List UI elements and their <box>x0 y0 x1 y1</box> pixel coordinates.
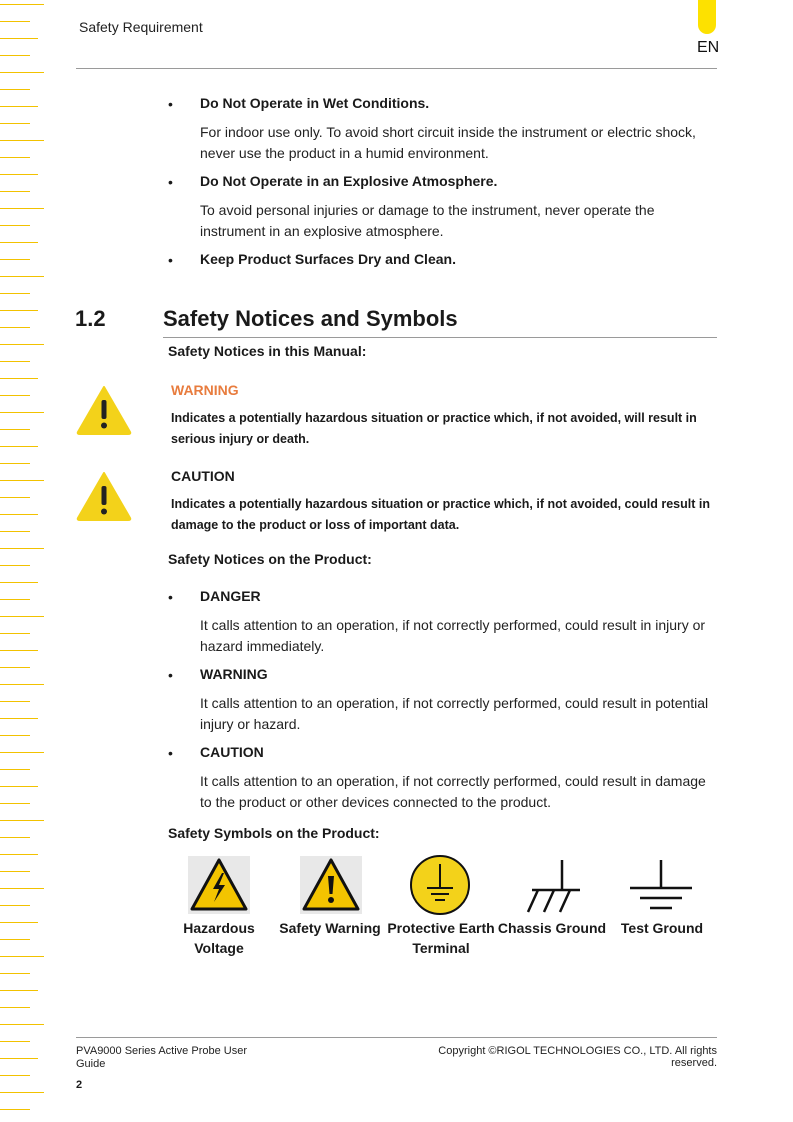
warning-title: WARNING <box>200 666 268 682</box>
section-number: 1.2 <box>75 306 106 331</box>
edge-line <box>0 446 38 447</box>
warning-description: Indicates a potentially hazardous situation or practice which, if not avoided, will result in serious injury or death. <box>171 411 697 446</box>
edge-line <box>0 480 44 481</box>
footer-doc-title: PVA9000 Series Active Probe User Guide <box>76 1045 247 1070</box>
edge-line <box>0 837 30 838</box>
edge-line <box>0 752 44 753</box>
danger-text: It calls attention to an operation, if not correctly performed, could result in injury or hazard immediately. <box>200 617 706 654</box>
edge-line <box>0 939 30 940</box>
warning-triangle-icon <box>76 384 132 436</box>
edge-line <box>0 565 30 566</box>
edge-line <box>0 497 30 498</box>
edge-line <box>0 344 44 345</box>
edge-line <box>0 514 38 515</box>
symbol-label-safety-warning: Safety Warning <box>279 920 381 936</box>
manual-notices-heading: Safety Notices in this Manual: <box>168 343 367 359</box>
edge-line <box>0 905 30 906</box>
edge-line <box>0 1024 44 1025</box>
edge-line <box>0 327 30 328</box>
edge-line <box>0 89 30 90</box>
edge-line <box>0 973 30 974</box>
edge-line <box>0 106 38 107</box>
edge-line <box>0 684 44 685</box>
edge-line <box>0 718 38 719</box>
section-rule <box>163 337 717 338</box>
running-header: Safety Requirement <box>79 19 203 35</box>
language-tab <box>698 0 716 34</box>
edge-line <box>0 820 44 821</box>
edge-line <box>0 72 44 73</box>
caution-title: CAUTION <box>200 744 264 760</box>
edge-line <box>0 888 44 889</box>
edge-line <box>0 701 30 702</box>
edge-line <box>0 1007 30 1008</box>
bullet-title: Do Not Operate in Wet Conditions. <box>200 95 430 111</box>
caution-text: It calls attention to an operation, if not correctly performed, could result in damage to the product or other devices connected to the product. <box>200 773 706 810</box>
edge-line <box>0 463 30 464</box>
edge-line <box>0 123 30 124</box>
edge-line <box>0 1109 30 1110</box>
edge-line <box>0 1092 44 1093</box>
edge-line <box>0 633 30 634</box>
symbol-label-hazardous-voltage: Hazardous Voltage <box>183 920 255 956</box>
edge-line <box>0 667 30 668</box>
edge-line <box>0 1041 30 1042</box>
caution-label: CAUTION <box>171 468 235 484</box>
caution-description: Indicates a potentially hazardous situation or practice which, if not avoided, could result in damage to the product or loss of important data. <box>171 497 710 532</box>
edge-line <box>0 616 44 617</box>
edge-line <box>0 55 30 56</box>
edge-line <box>0 803 30 804</box>
edge-line <box>0 990 38 991</box>
page-number: 2 <box>76 1079 83 1091</box>
section-title: Safety Notices and Symbols <box>163 306 458 331</box>
edge-line <box>0 395 30 396</box>
edge-line <box>0 174 38 175</box>
footer-rule <box>76 1037 717 1038</box>
danger-title: DANGER <box>200 588 261 604</box>
edge-line <box>0 871 30 872</box>
test-ground-icon <box>628 858 694 914</box>
bullet-dot: • <box>168 252 173 268</box>
hazardous-voltage-icon <box>188 856 250 914</box>
edge-line <box>0 157 30 158</box>
edge-line <box>0 242 38 243</box>
edge-line <box>0 599 30 600</box>
bullet-title: Do Not Operate in an Explosive Atmosphere. <box>200 173 498 189</box>
warning-label: WARNING <box>171 382 239 398</box>
edge-line <box>0 429 30 430</box>
edge-line <box>0 259 30 260</box>
edge-line <box>0 378 38 379</box>
safety-warning-icon <box>300 856 362 914</box>
caution-triangle-icon <box>76 470 132 522</box>
bullet-text: For indoor use only. To avoid short circuit inside the instrument or electric shock, never use the product in a humid environment. <box>200 124 696 161</box>
edge-line <box>0 854 38 855</box>
edge-line <box>0 225 30 226</box>
edge-line <box>0 1075 30 1076</box>
edge-line <box>0 956 44 957</box>
footer-copyright: Copyright ©RIGOL TECHNOLOGIES CO., LTD. All rights reserved. <box>438 1045 717 1069</box>
bullet-dot: • <box>168 589 173 605</box>
edge-line <box>0 310 38 311</box>
edge-line <box>0 650 38 651</box>
bullet-dot: • <box>168 667 173 683</box>
edge-line <box>0 531 30 532</box>
edge-line <box>0 38 38 39</box>
symbol-label-test-ground: Test Ground <box>620 920 704 936</box>
edge-line <box>0 208 44 209</box>
header-rule <box>76 68 717 69</box>
edge-line <box>0 361 30 362</box>
chassis-ground-icon <box>520 858 584 914</box>
warning-text: It calls attention to an operation, if not correctly performed, could result in potential injury or hazard. <box>200 695 709 732</box>
symbol-label-protective-earth: Protective Earth Terminal <box>387 920 495 956</box>
symbol-label-chassis-ground: Chassis Ground <box>497 920 607 936</box>
edge-line <box>0 140 44 141</box>
bullet-dot: • <box>168 96 173 112</box>
edge-line <box>0 4 44 5</box>
edge-line <box>0 191 30 192</box>
edge-line <box>0 1058 38 1059</box>
symbols-heading: Safety Symbols on the Product: <box>168 825 380 841</box>
edge-line <box>0 21 30 22</box>
edge-line <box>0 769 30 770</box>
edge-line <box>0 922 38 923</box>
product-notices-heading: Safety Notices on the Product: <box>168 551 372 567</box>
edge-line <box>0 412 44 413</box>
bullet-text: To avoid personal injuries or damage to the instrument, never operate the instrument in an explosive atmosphere. <box>200 202 655 239</box>
edge-line <box>0 548 44 549</box>
edge-line <box>0 786 38 787</box>
bullet-title: Keep Product Surfaces Dry and Clean. <box>200 251 456 267</box>
edge-line <box>0 293 30 294</box>
edge-line <box>0 582 38 583</box>
bullet-dot: • <box>168 174 173 190</box>
protective-earth-icon <box>409 854 471 916</box>
edge-line <box>0 276 44 277</box>
language-label: EN <box>697 39 720 56</box>
bullet-dot: • <box>168 745 173 761</box>
edge-line <box>0 735 30 736</box>
